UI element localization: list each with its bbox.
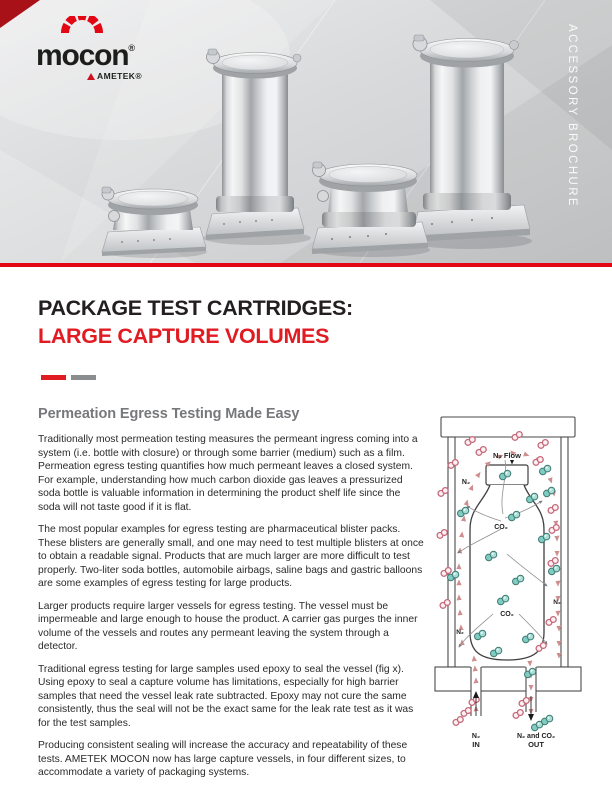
- paragraph: Producing consistent sealing will increase the accuracy and repeatability of these tests. AMETEK MOCON now has large capture vessels, in four different sizes, to accommodate a variety of packaging systems.: [38, 740, 408, 778]
- hero-banner: [0, 0, 612, 263]
- co2-label-upper: CO₂: [494, 524, 508, 531]
- red-divider-band: [0, 263, 612, 267]
- paragraph: The most popular examples for egress testing are pharmaceutical blister packs. These blisters are generally small, and one may need to test multiple blisters at once to obtain a readable signal. Products that are much larger are more difficult to test properly. Two-liter soda bottles, automobile airbags, saline bags and gastric balloons are some examples of egress testing for large products.: [38, 524, 424, 589]
- paragraph: Larger products require larger vessels for egress testing. The vessel must be impermeable and large enough to house the product. A carrier gas purges the inner volume of the vessels and routes any permeant leaving the system through a detector.: [38, 600, 418, 652]
- n2-label-left: N₂: [461, 479, 471, 486]
- registered-mark: ®: [128, 43, 135, 53]
- section-heading: Permeation Egress Testing Made Easy: [38, 406, 300, 422]
- n2-flow-down-arrow: [510, 460, 514, 465]
- inlet-label: IN: [472, 740, 480, 749]
- paragraph: Traditional egress testing for large samples used epoxy to seal the vessel (fig x). Using epoxy to seal a capture volume has limitations, especially for high barrier samples that need the vessel leak rate subtracted. Epoxy may not cure the same consistently, thus the seal will not be the exact same for the leak rate test as it was for the test samples.: [38, 663, 414, 729]
- brand-wordmark: [36, 34, 142, 70]
- egress-testing-diagram: [433, 414, 587, 764]
- co2-label-lower: CO₂: [500, 611, 514, 618]
- vessel-photo-small: [102, 187, 207, 258]
- title-line-1: PACKAGE TEST CARTRIDGES:: [38, 296, 353, 320]
- body-text-column: [38, 433, 424, 789]
- page-title: [38, 294, 353, 350]
- ametek-wordmark: AMETEK®: [97, 71, 142, 81]
- ametek-triangle-icon: [87, 73, 95, 80]
- gray-dash: [71, 375, 96, 380]
- red-dash: [41, 375, 66, 380]
- mocon-logo: [36, 16, 142, 81]
- inlet-gas-label: N₂: [471, 733, 481, 740]
- n2-flow-label: N₂ Flow: [493, 451, 521, 460]
- n2-label-right: N₂: [553, 599, 561, 606]
- corner-accent-triangle: [0, 0, 40, 28]
- title-line-2: LARGE CAPTURE VOLUMES: [38, 324, 330, 348]
- brand-name: mocon: [36, 39, 129, 72]
- paragraph: Traditionally most permeation testing measures the permeant ingress coming into a system (i.e. bottle with closure) or through some barrier (medium) such as a film. Permeation egress testing quantifies how much permeant leaves a closed system. For example, understanding how much carbon dioxide gas leaves a pressurized soda bottle is valuable information in determining the product shelf life since the soda will not taste good if it is flat.: [38, 434, 418, 513]
- outlet-gas-label: N₂ and CO₂: [516, 733, 556, 740]
- outlet-label: OUT: [528, 740, 544, 749]
- side-label-accessory-brochure: ACCESSORY BROCHURE: [566, 24, 578, 209]
- mocon-arc-icon: [61, 16, 103, 34]
- title-dashes: [41, 375, 96, 380]
- ametek-lockup: [36, 71, 142, 81]
- n2-label-lower-left: N₂: [456, 629, 464, 636]
